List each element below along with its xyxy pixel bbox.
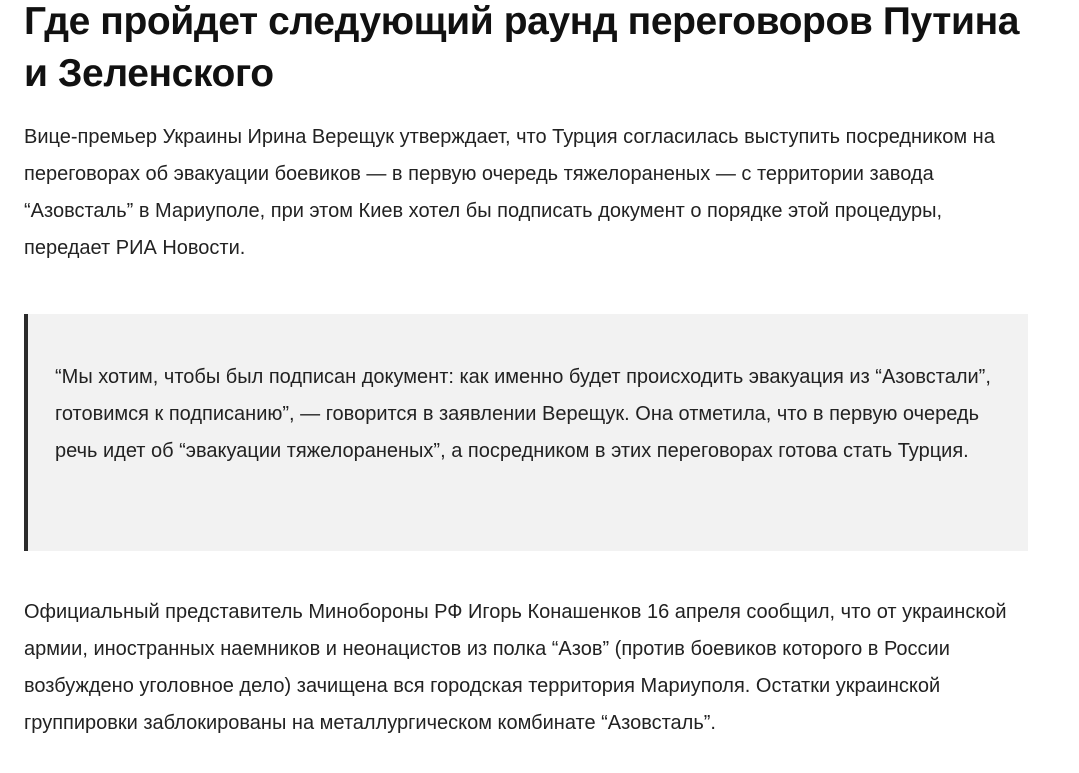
- article-paragraph: Вице-премьер Украины Ирина Верещук утверждает, что Турция согласилась выступить посредником на переговорах об эвакуации боевиков — в первую очередь тяжелораненых — с территории завода “Азовсталь” в Мариуполе, при этом Киев хотел бы подписать документ о порядке этой процедуры, передает РИА Новости.: [24, 126, 995, 259]
- article-paragraph: Официальный представитель Минобороны РФ Игорь Конашенков 16 апреля сообщил, что от украинской армии, иностранных наемников и неонацистов из полка “Азов” (против боевиков которого в России возбуждено уголовное дело) зачищена вся городская территория Мариуполя. Остатки украинской группировки заблокированы на металлургическом комбинате “Азовсталь”.: [24, 601, 1007, 734]
- article-headline: Где пройдет следующий раунд переговоров Путина и Зеленского: [24, 0, 1020, 95]
- blockquote-text: “Мы хотим, чтобы был подписан документ: как именно будет происходить эвакуация из “Азовстали”, готовимся к подписанию”, — говорится в заявлении Верещук. Она отметила, что в первую очередь речь идет об “эвакуации тяжелораненых”, а посредником в этих переговорах готова стать Турция.: [55, 366, 991, 462]
